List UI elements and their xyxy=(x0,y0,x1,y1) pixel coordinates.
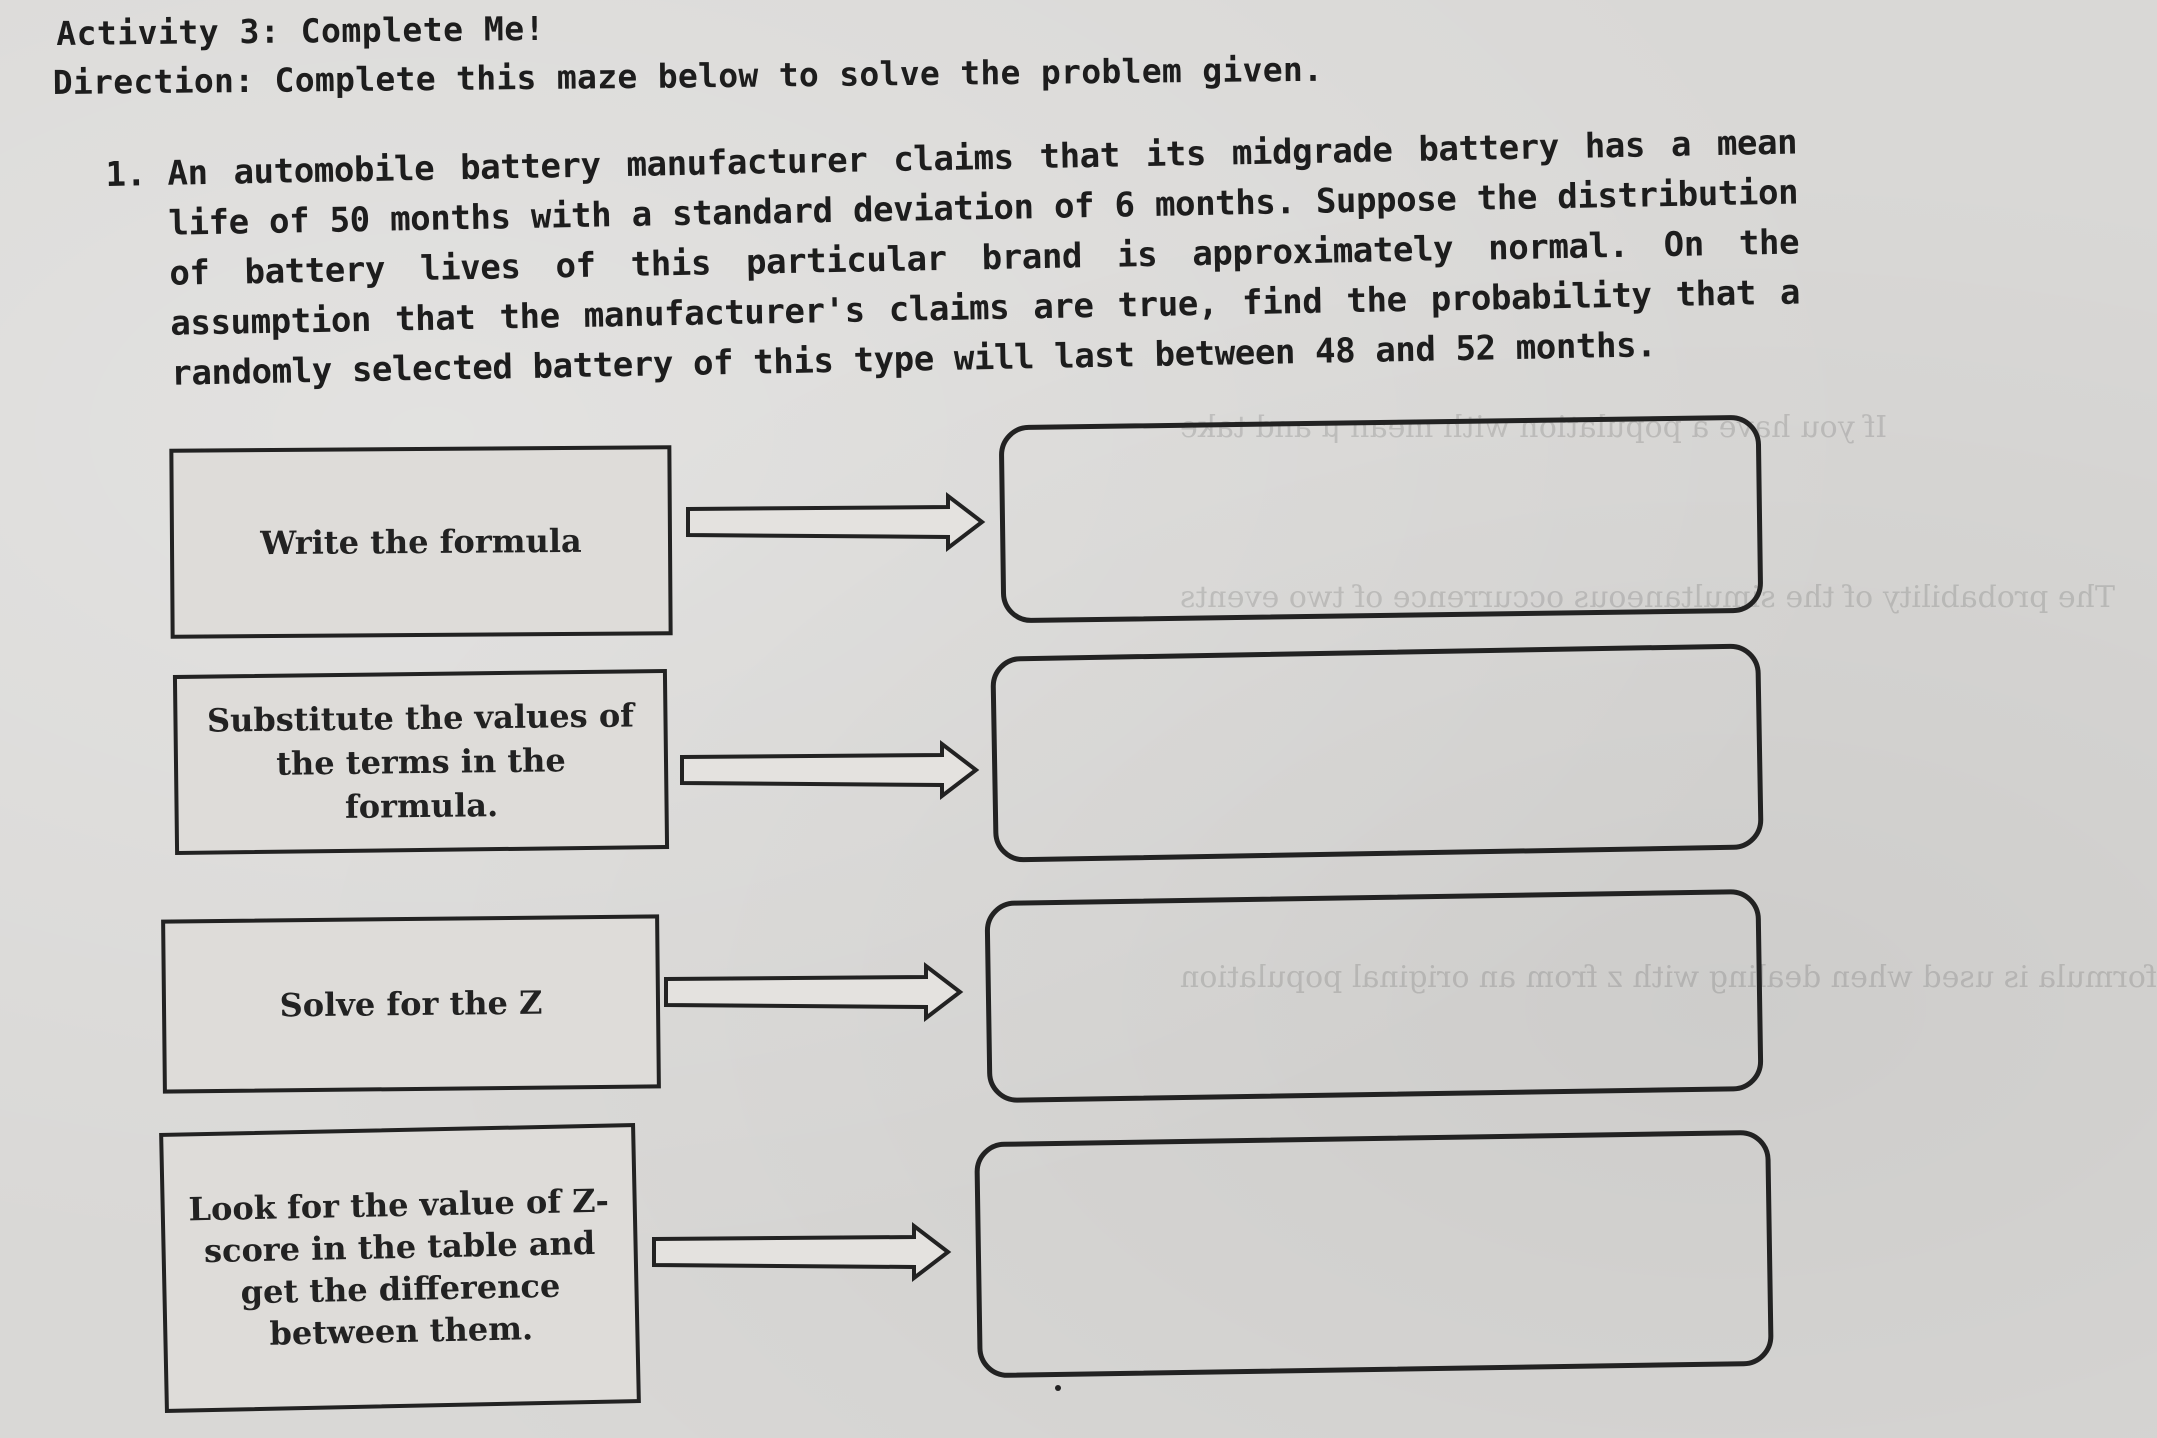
activity-title: Activity 3: Complete Me! xyxy=(56,8,546,53)
step-label: Solve for the Z xyxy=(279,983,543,1025)
double-arrow-icon xyxy=(664,964,964,1020)
direction-text: Complete this maze below to solve the problem given. xyxy=(274,49,1324,100)
step-box-write-formula xyxy=(169,445,672,638)
double-arrow-icon xyxy=(652,1224,952,1280)
problem-statement xyxy=(105,117,1809,400)
answer-box-write-formula[interactable] xyxy=(999,415,1764,624)
step-box-substitute-values xyxy=(173,669,669,855)
problem-text: An automobile battery manufacturer claims that its midgrade battery has a mean life of 50 months with a standard deviation of 6 months. Suppose the distribution of battery lives of this particular brand is approximately normal. On the assumption that the manufacturer's claims are true, find the probability that a randomly selected battery of this type will last between 48 and 52 months. xyxy=(167,122,1801,394)
ink-dot xyxy=(1055,1385,1061,1391)
direction-label: Direction: xyxy=(52,60,255,103)
step-box-look-up-z-score xyxy=(159,1123,641,1413)
bleed-through-text: The probability of the simultaneous occurrence of two events xyxy=(1180,580,2115,615)
worksheet-header xyxy=(52,1,1324,103)
double-arrow-icon xyxy=(686,494,986,550)
answer-box-look-up-z-score[interactable] xyxy=(974,1130,1774,1378)
answer-box-substitute-values[interactable] xyxy=(990,643,1763,862)
answer-box-solve-z[interactable] xyxy=(984,889,1763,1103)
step-label: Look for the value of Z-score in the table and get the difference between them. xyxy=(188,1181,610,1353)
direction-line xyxy=(53,50,1324,102)
double-arrow-icon xyxy=(680,742,980,798)
step-box-solve-z xyxy=(161,914,661,1093)
bleed-through-text: formula is used when dealing with z from an original population xyxy=(1180,960,2157,995)
step-label: Write the formula xyxy=(260,521,582,563)
bleed-through-text: If you have a population with mean μ and take xyxy=(1180,410,1888,445)
step-label: Substitute the values of the terms in the formula. xyxy=(206,696,635,826)
problem-number: 1. xyxy=(105,154,147,195)
